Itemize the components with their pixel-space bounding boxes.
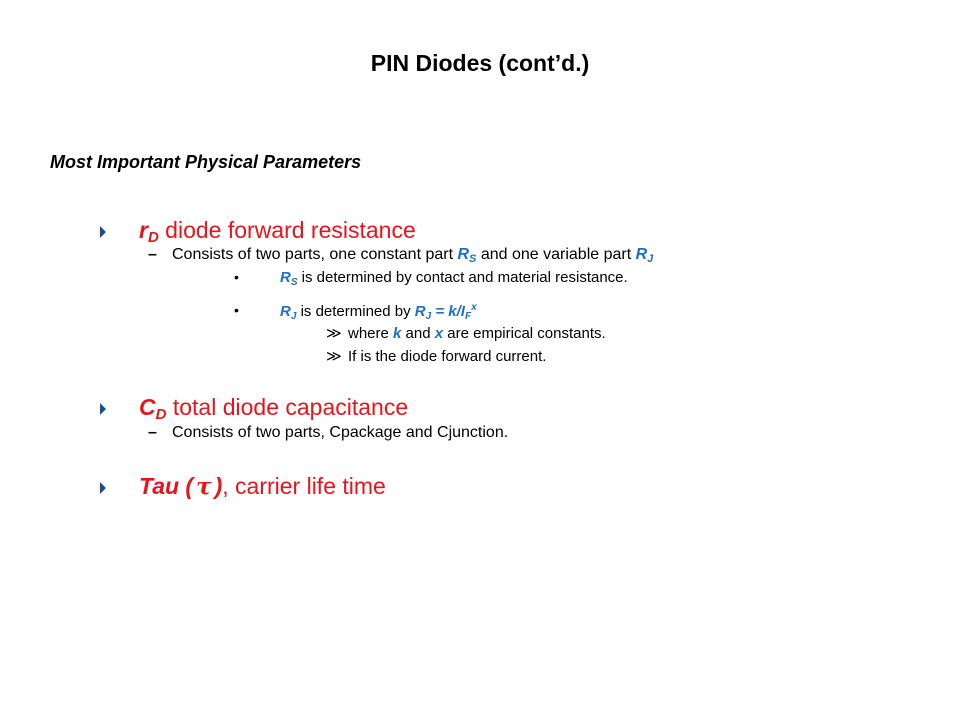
formula-exponent: x bbox=[471, 302, 477, 313]
cd-symbol-sub: D bbox=[155, 406, 167, 423]
tau-label-a: Tau ( bbox=[139, 473, 194, 499]
bullet-rs-sub: S bbox=[290, 277, 298, 288]
formula-rj: R bbox=[414, 303, 426, 320]
dash-marker: – bbox=[148, 246, 157, 263]
cd-symbol: C bbox=[139, 394, 156, 420]
bullet-rj-symbol: R bbox=[280, 303, 291, 320]
bullet-dot-icon: • bbox=[234, 269, 239, 285]
note-empirical-b: and bbox=[401, 325, 435, 342]
chevron-double-icon: ≫ bbox=[326, 325, 342, 342]
bullet-rs-text: is determined by contact and material resistance. bbox=[297, 269, 628, 286]
note-empirical-c: are empirical constants. bbox=[443, 325, 606, 342]
rj-symbol-sub: J bbox=[647, 253, 654, 265]
note-x: x bbox=[434, 325, 444, 342]
bullet-arrow-icon bbox=[100, 226, 106, 238]
tau-text: , carrier life time bbox=[222, 473, 386, 499]
rj-symbol: R bbox=[635, 246, 648, 263]
bullet-arrow-icon bbox=[100, 482, 106, 494]
formula-rhs: = k/I bbox=[431, 303, 465, 320]
rs-symbol-sub: S bbox=[469, 253, 477, 265]
rd-text: diode forward resistance bbox=[158, 217, 416, 243]
note-empirical-a: where bbox=[348, 325, 394, 342]
rd-detail-line bbox=[148, 246, 653, 265]
item-total-capacitance bbox=[139, 394, 408, 423]
bullet-arrow-icon bbox=[100, 403, 106, 415]
section-subtitle: Most Important Physical Parameters bbox=[50, 152, 362, 172]
formula-rj-sub: J bbox=[425, 311, 432, 322]
rs-symbol: R bbox=[457, 246, 470, 263]
cd-detail-line bbox=[148, 424, 508, 442]
slide-title: PIN Diodes (cont’d.) bbox=[370, 50, 590, 76]
rd-symbol-sub: D bbox=[147, 229, 159, 246]
bullet-rj-sub: J bbox=[290, 311, 297, 322]
bullet-rj-text: is determined by bbox=[296, 303, 415, 320]
cd-text: total diode capacitance bbox=[166, 394, 409, 420]
chevron-double-icon: ≫ bbox=[326, 348, 342, 365]
bullet-dot-icon: • bbox=[234, 302, 239, 318]
dash-marker: – bbox=[148, 424, 157, 441]
tau-label-b: ) bbox=[214, 473, 223, 499]
cd-detail-text: Consists of two parts, Cpackage and Cjunction. bbox=[172, 424, 509, 441]
rd-detail-text-a: Consists of two parts, one constant part bbox=[172, 246, 458, 263]
tau-greek: τ bbox=[196, 473, 212, 500]
rd-symbol: r bbox=[139, 217, 148, 243]
item-carrier-lifetime bbox=[139, 473, 386, 500]
note-if-text: If is the diode forward current. bbox=[348, 348, 547, 365]
bullet-rs-symbol: R bbox=[280, 269, 291, 286]
bullet-rs bbox=[234, 269, 628, 288]
bullet-rj bbox=[234, 302, 477, 322]
note-empirical bbox=[326, 324, 606, 342]
rd-detail-text-b: and one variable part bbox=[476, 246, 636, 263]
note-if bbox=[326, 347, 546, 365]
note-k: k bbox=[393, 325, 402, 342]
item-forward-resistance bbox=[139, 217, 416, 246]
formula-if-sub: F bbox=[464, 311, 472, 322]
